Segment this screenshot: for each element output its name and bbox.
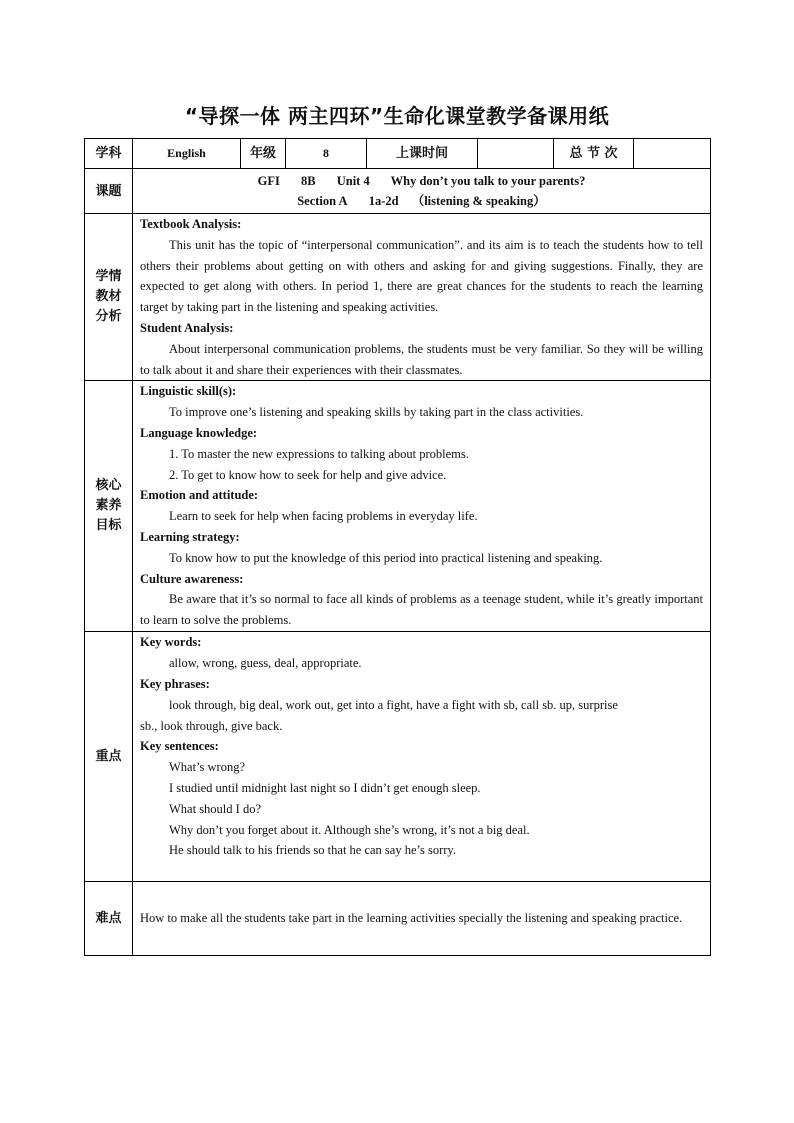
key-words-text: allow, wrong, guess, deal, appropriate.: [169, 656, 362, 671]
total-periods-value: [634, 139, 711, 169]
core-goals-label: 核心 素养 目标: [85, 381, 133, 632]
topic-value: [133, 169, 711, 214]
linguistic-heading: Linguistic skill(s):: [140, 384, 237, 399]
topic-row: [85, 169, 711, 214]
key-sentence: He should talk to his friends so that he can say he’s sorry.: [169, 843, 456, 858]
topic-range: 1a-2d: [368, 194, 399, 208]
strategy-text: To know how to put the knowledge of this period into practical listening and speaking.: [169, 550, 603, 565]
topic-label: 课题: [85, 169, 133, 214]
key-sentence: What’s wrong?: [169, 760, 246, 775]
key-phrases-line: sb., look through, give back.: [140, 718, 283, 733]
strategy-heading: Learning strategy:: [140, 529, 240, 544]
student-analysis-heading: Student Analysis:: [140, 320, 234, 335]
analysis-row: [85, 214, 711, 381]
lesson-plan-table: [84, 138, 711, 956]
header-row: [85, 139, 711, 169]
key-sentences-heading: Key sentences:: [140, 739, 219, 754]
difficulty-row: [85, 882, 711, 956]
analysis-label: 学情 教材 分析: [85, 214, 133, 381]
difficulty-text: How to make all the students take part in the learning activities specially the listening and speaking practice.: [140, 911, 683, 926]
culture-text: Be aware that it’s so normal to face all kinds of problems as a teenage student, while it’s greatly important to learn to solve the problems.: [140, 592, 703, 628]
knowledge-item: 1. To master the new expressions to talking about problems.: [169, 446, 469, 461]
key-words-heading: Key words:: [140, 635, 202, 650]
difficulty-label: 难点: [85, 882, 133, 956]
key-points-row: [85, 632, 711, 882]
analysis-content: [133, 214, 711, 381]
core-goals-row: [85, 381, 711, 632]
core-goals-content: [133, 381, 711, 632]
class-time-label: 上课时间: [367, 139, 478, 169]
student-analysis-text: About interpersonal communication problems, the students must be very familiar. So they will be willing to talk about it and share their experiences with their classmates.: [140, 341, 703, 377]
key-sentence: What should I do?: [169, 801, 261, 816]
emotion-heading: Emotion and attitude:: [140, 488, 259, 503]
key-sentence: I studied until midnight last night so I didn’t get enough sleep.: [169, 780, 481, 795]
culture-heading: Culture awareness:: [140, 571, 244, 586]
textbook-analysis-text: This unit has the topic of “interpersonal communication”. and its aim is to teach the students how to tell others their problems about getting on with others and asking for and giving suggestions. Finally, they are expected to get along with others. In period 1, there are great chances for the students to reach the learning target by taking part in the listening and speaking activities.: [140, 237, 703, 315]
total-periods-label: 总 节 次: [554, 139, 634, 169]
class-time-value: [478, 139, 554, 169]
topic-line-2: [133, 191, 710, 211]
key-phrases-line: look through, big deal, work out, get into a fight, have a fight with sb, call sb. up, surprise: [169, 697, 618, 712]
emotion-text: Learn to seek for help when facing problems in everyday life.: [169, 509, 478, 524]
difficulty-content: [133, 882, 711, 956]
subject-value: English: [133, 139, 241, 169]
subject-label: 学科: [85, 139, 133, 169]
key-sentence: Why don’t you forget about it. Although she’s wrong, it’s not a big deal.: [169, 822, 530, 837]
key-points-content: [133, 632, 711, 882]
topic-section: Section A: [297, 194, 348, 208]
topic-line-1: [133, 171, 710, 191]
grade-label: 年级: [241, 139, 286, 169]
knowledge-item: 2. To get to know how to seek for help and give advice.: [169, 467, 447, 482]
topic-code: GFI: [257, 174, 280, 188]
key-phrases-heading: Key phrases:: [140, 676, 210, 691]
topic-unit-title: Why don’t you talk to your parents?: [390, 174, 586, 188]
topic-skills: （listening & speaking）: [411, 194, 546, 208]
textbook-analysis-heading: Textbook Analysis:: [140, 217, 242, 231]
page-title: “导探一体 两主四环”生命化课堂教学备课用纸: [184, 104, 610, 128]
grade-value: 8: [286, 139, 367, 169]
knowledge-heading: Language knowledge:: [140, 425, 258, 440]
topic-unit: Unit 4: [336, 174, 370, 188]
linguistic-text: To improve one’s listening and speaking skills by taking part in the class activities.: [169, 405, 584, 420]
topic-book: 8B: [301, 174, 316, 188]
key-points-label: 重点: [85, 632, 133, 882]
